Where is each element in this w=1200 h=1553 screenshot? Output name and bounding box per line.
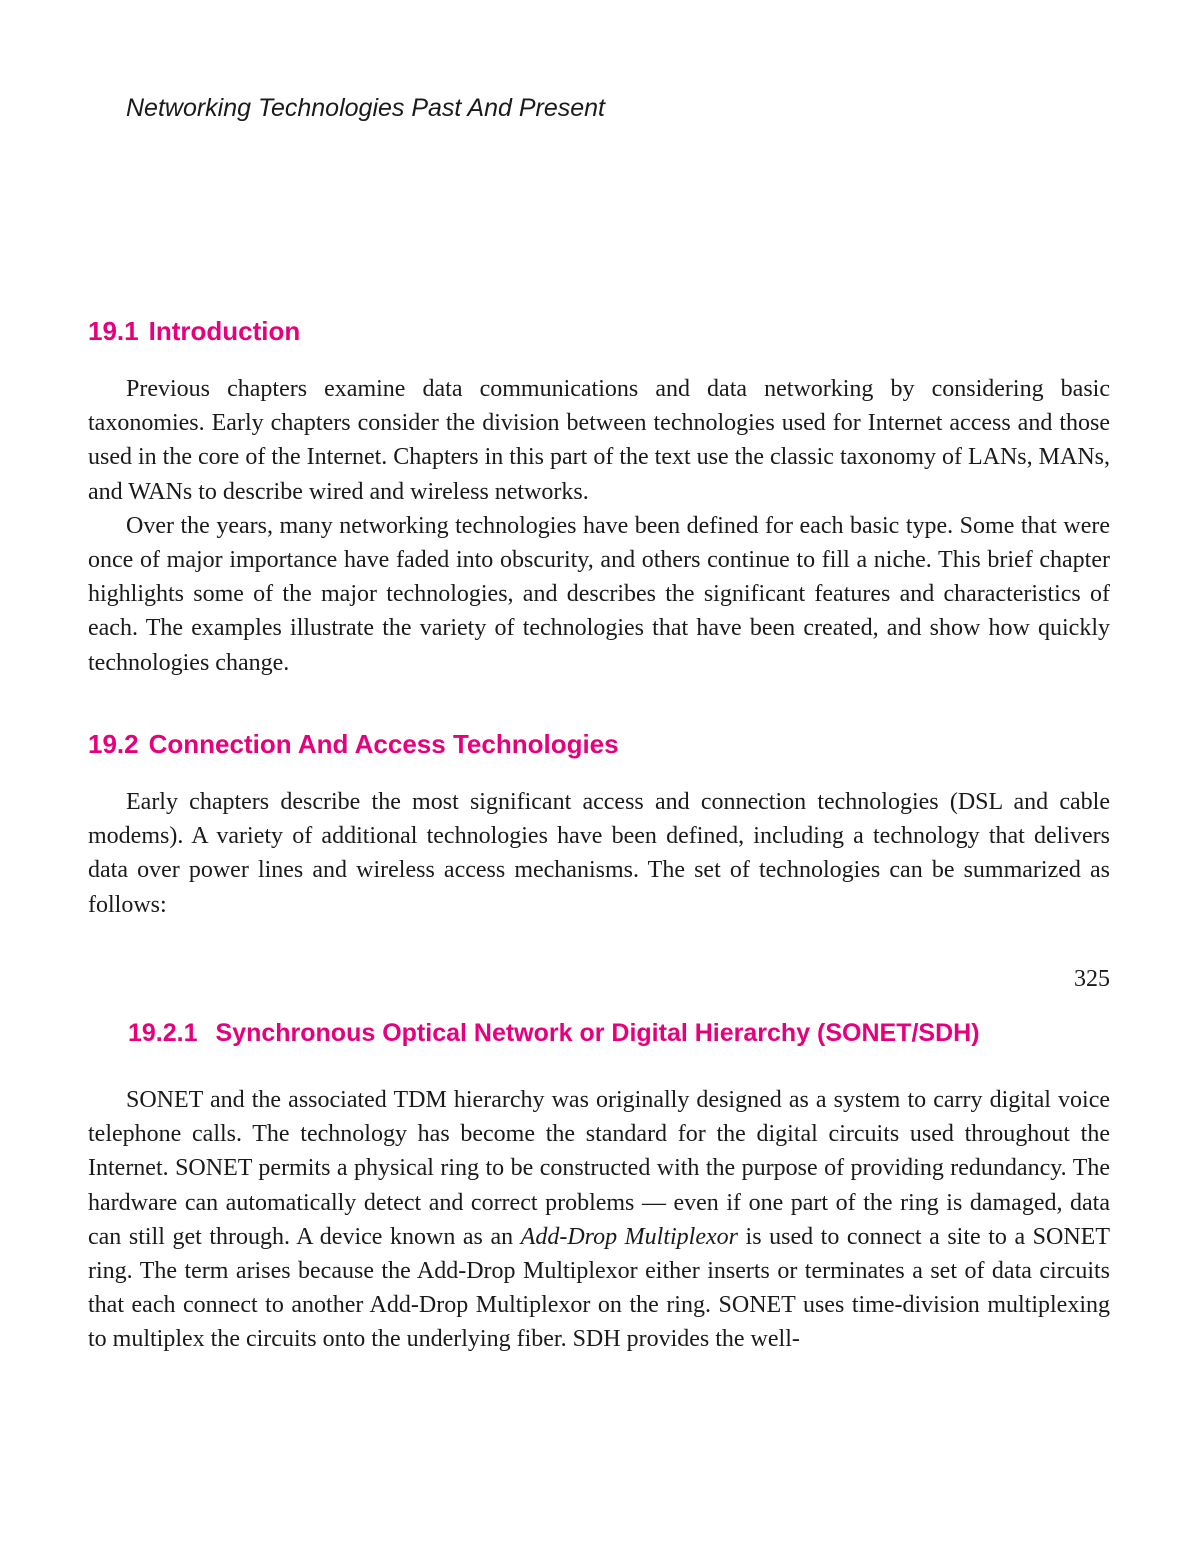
paragraph: Early chapters describe the most significant access and connection technologies (DSL and cable modems). A variety of additional technologies have been defined, including a technology that delivers data over power lines and wireless access mechanisms. The set of technologies can be summarized as follows:: [88, 789, 1110, 918]
section-number: 19.2.1: [128, 1019, 198, 1047]
subsection-heading-sonet-sdh: [128, 1019, 980, 1048]
section-title: Introduction: [148, 316, 301, 346]
section-heading-introduction: [88, 316, 300, 347]
paragraph: [88, 1083, 1110, 1357]
section-title: Connection And Access Technologies: [148, 729, 619, 759]
paragraph-text: is used to connect a site to a SONET ring. The term arises because the Add-Drop Multiplexor either inserts or terminates a set of data circuits that each connect to another Add-Drop Multiplexor on the ring. SONET uses time-division multiplexing to multiplex the circuits onto the underlying fiber. SDH provides the well-: [88, 1223, 1110, 1353]
section-title: Synchronous Optical Network or Digital Hierarchy (SONET/SDH): [215, 1019, 980, 1047]
paragraph: Over the years, many networking technologies have been defined for each basic type. Some that were once of major importance have faded into obscurity, and others continue to fill a niche. This brief chapter highlights some of the major technologies, and describes the significant features and characteristics of each. The examples illustrate the variety of technologies that have been created, and show how quickly technologies change.: [88, 512, 1110, 676]
paragraph: Previous chapters examine data communications and data networking by considering basic taxonomies. Early chapters consider the division between technologies used for Internet access and those used in the core of the Internet. Chapters in this part of the text use the classic taxonomy of LANs, MANs, and WANs to describe wired and wireless networks.: [88, 376, 1110, 505]
connection-access-body: [88, 785, 1110, 922]
section-number: 19.2: [88, 729, 139, 759]
section-number: 19.1: [88, 316, 139, 346]
sonet-body: [88, 1083, 1110, 1357]
introduction-body: [88, 372, 1110, 680]
page-number: 325: [1074, 966, 1110, 992]
defined-term: Add-Drop Multiplexor: [520, 1223, 738, 1250]
section-heading-connection-access: [88, 729, 619, 760]
running-head: Networking Technologies Past And Present: [126, 94, 605, 122]
paragraph-text: SONET and the associated TDM hierarchy was originally designed as a system to carry digital voice telephone calls. The technology has become the standard for the digital circuits used throughout the Internet. SONET permits a physical ring to be constructed with the purpose of providing redundancy. The hardware can automatically detect and correct problems — even if one part of the ring is damaged, data can still get through. A device known as an: [88, 1087, 1110, 1250]
